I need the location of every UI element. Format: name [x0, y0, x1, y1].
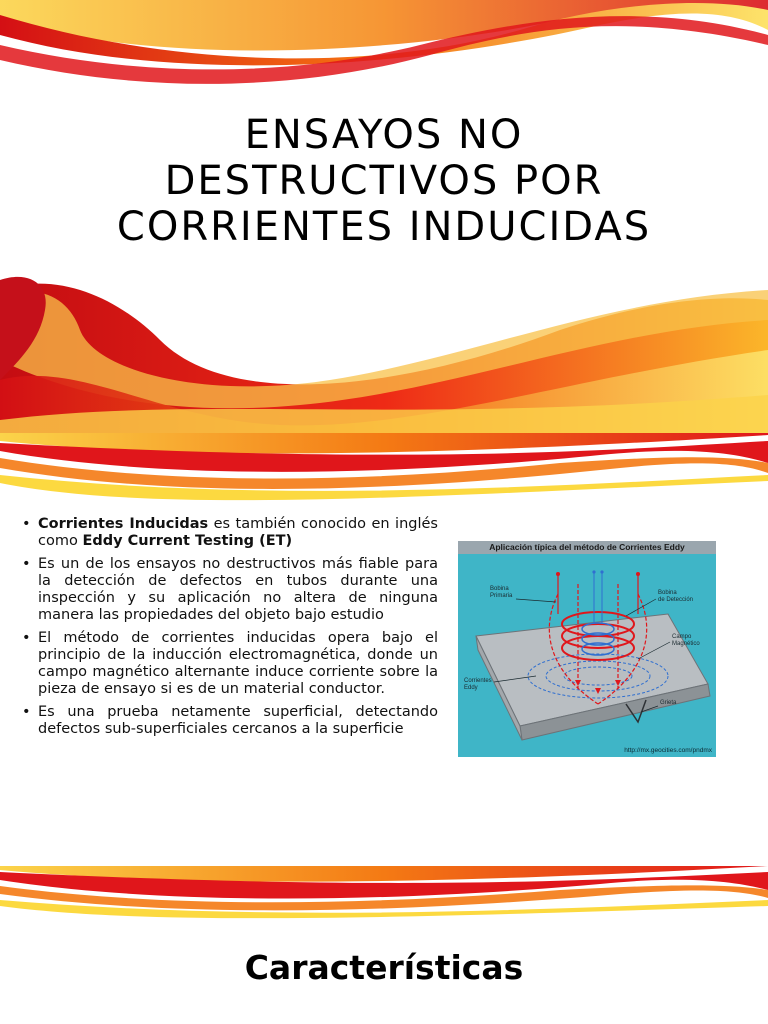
- figure-illustration: [458, 554, 716, 757]
- eddy-current-figure: [458, 541, 716, 757]
- label-crack: Grieta: [660, 700, 677, 706]
- slide-title: [40, 112, 728, 250]
- bullet-item: [22, 556, 438, 624]
- characteristics-slide: [0, 866, 768, 1024]
- bullet-bold-term: Corrientes Inducidas: [38, 516, 209, 532]
- label-eddy-currents: Corrientes Eddy: [464, 678, 492, 691]
- bullet-dot: •: [22, 704, 31, 720]
- label-detection-coil: Bobina de Detección: [658, 590, 694, 603]
- figure-source-url: http://mx.geocities.com/pndmx: [624, 747, 712, 754]
- bullet-list: [22, 516, 438, 744]
- bullet-dot: •: [22, 516, 31, 532]
- label-primary-coil: Bobina Primaria: [490, 586, 513, 599]
- bullet-dot: •: [22, 630, 31, 646]
- bullet-text: es también conocido en inglés como: [38, 516, 438, 549]
- bullet-bold-term: Eddy Current Testing (ET): [82, 533, 293, 549]
- bullet-item: [22, 516, 438, 550]
- content-slide: [0, 433, 768, 866]
- swoosh-decoration-header: [0, 433, 768, 513]
- slide-heading: Características: [244, 948, 524, 987]
- bullet-item: [22, 630, 438, 698]
- bullet-item: [22, 704, 438, 738]
- swoosh-decoration-header: [0, 866, 768, 926]
- label-magnetic-field: Campo Magnético: [672, 634, 700, 647]
- bullet-text: Es una prueba netamente superficial, detectando defectos sub-superficiales cercanos a la superficie: [38, 704, 438, 737]
- bullet-text: El método de corrientes inducidas opera bajo el principio de la inducción electromagnética, donde un campo magnético alternante induce corriente sobre la pieza de ensayo si es de un material conductor.: [38, 630, 438, 697]
- figure-title: Aplicación típica del método de Corrientes Eddy: [458, 541, 716, 554]
- title-line-2: DESTRUCTIVOS POR: [164, 158, 604, 204]
- title-line-1: ENSAYOS NO: [244, 112, 524, 158]
- bullet-dot: •: [22, 556, 31, 572]
- bullet-text: Es un de los ensayos no destructivos más fiable para la detección de defectos en tubos durante una inspección y su aplicación no altera de ninguna manera las propiedades del objeto bajo estudio: [38, 556, 438, 623]
- title-line-3: CORRIENTES INDUCIDAS: [116, 204, 652, 250]
- title-slide: [0, 0, 768, 433]
- eddy-current-diagram: [458, 554, 716, 757]
